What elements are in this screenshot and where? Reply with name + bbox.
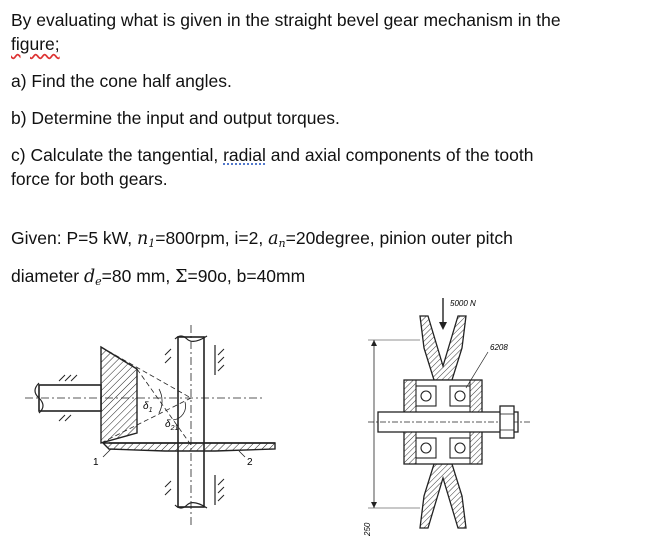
given-line-2: diameter [11,266,84,286]
sigma-symbol: Σ [175,267,188,287]
intro-paragraph [11,8,631,56]
given-paragraph [11,222,618,298]
intro-line-2: figure; [11,34,60,54]
pinion-cone [101,347,137,443]
n-value: =800rpm, i=2, [155,228,269,248]
angle-delta-1: $\delta_1$ [143,401,153,414]
question-text [11,8,631,204]
bearing-label: 6208 [490,343,508,352]
d-value: =80 mm, [101,266,176,286]
label-gear-2: 2 [247,457,253,468]
label-gear-1: 1 [93,457,99,468]
nut [500,406,514,438]
bevel-gear-diagram [25,325,285,530]
part-c-post: and axial components of the tooth [265,145,534,165]
n-subscript: 1 [148,237,156,250]
given-label: Given: P=5 kW, [11,228,137,248]
intro-line-1: By evaluating what is given in the straight bevel gear mechanism in the [11,10,561,30]
angle-delta-21: $\delta_{21}$ [165,419,179,432]
part-c-line-2: force for both gears. [11,169,168,189]
d-subscript: e [95,275,102,288]
part-a: a) Find the cone half angles. [11,71,232,91]
gear-disc [103,443,275,451]
given-rest: =90o, b=40mm [187,266,306,286]
part-c-word: radial [223,145,266,165]
part-c-pre: c) Calculate the tangential, [11,145,224,165]
alpha-symbol: a [268,229,279,249]
pulley-bottom [420,464,466,528]
part-b: b) Determine the input and output torques. [11,108,340,128]
d-symbol: d [83,267,96,287]
part-c [11,143,631,191]
n-symbol: n [136,229,149,249]
alpha-subscript: n [278,237,286,250]
alpha-value: =20degree, pinion outer pitch [285,228,513,248]
pulley-bearing-diagram [358,288,533,538]
dimension-label: 250 [363,522,372,536]
load-label: 5000 N [450,299,476,308]
